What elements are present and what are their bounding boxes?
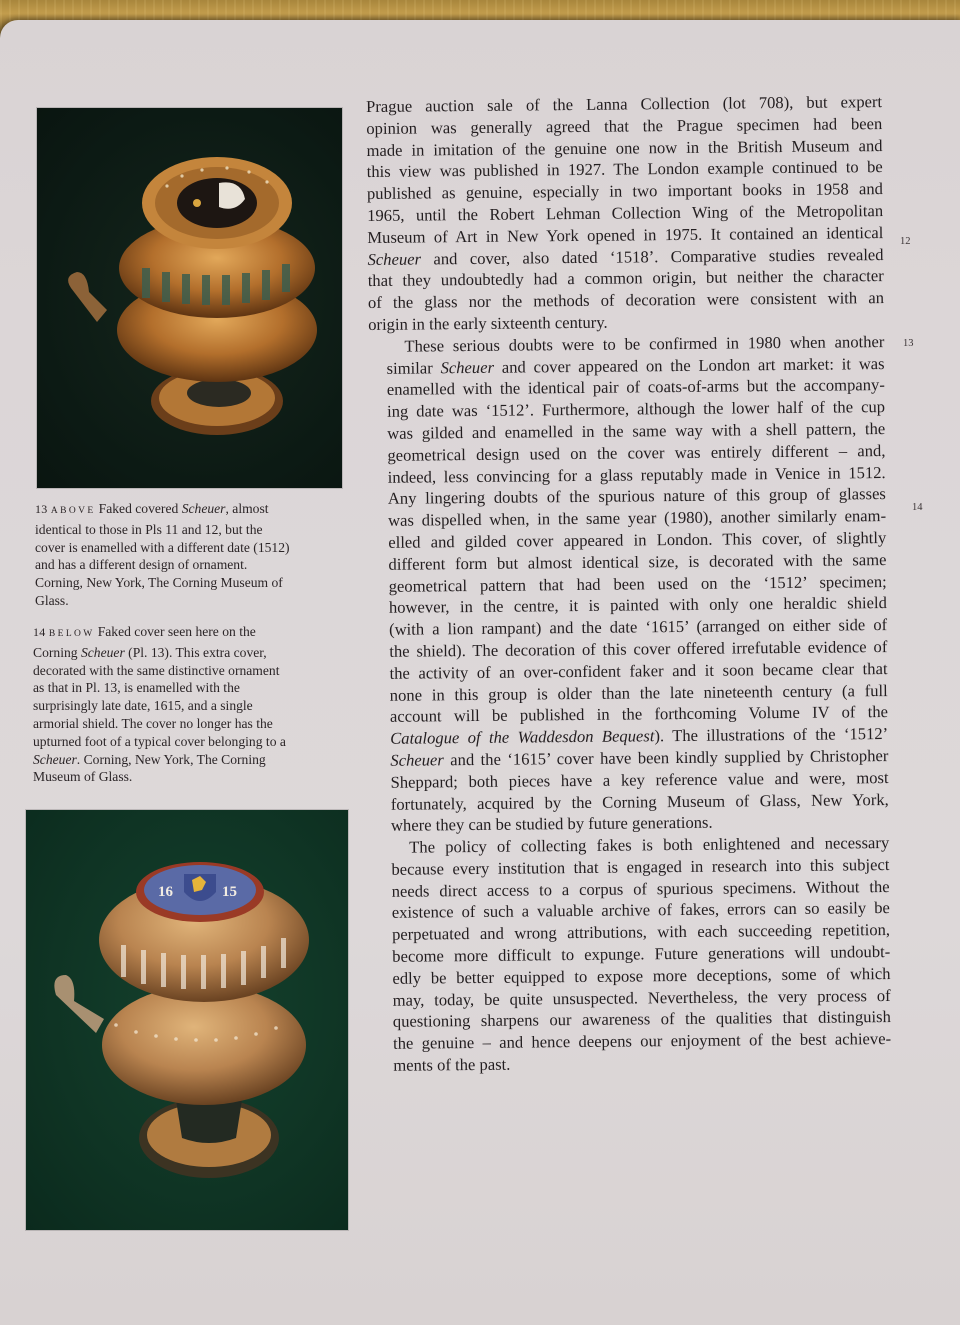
- text-line: 1965, until the Robert Lehman Collection Wing of the Metropolitan: [367, 201, 884, 225]
- caption-line: Scheuer. Corning, New York, The Corning: [33, 751, 266, 767]
- book-page: [0, 20, 960, 1325]
- text-line: fortunately, acquired by the Corning Museum of Glass, New York,: [390, 789, 889, 814]
- text-line: was dispelled when, in the same year (1980), another similarly enam-: [387, 506, 887, 530]
- plate-number: 14: [33, 625, 49, 639]
- text-line: account will be published in the forthcoming Volume IV of the: [389, 702, 889, 727]
- text-line: the activity of an over-confident faker and it soon became clear that: [389, 658, 888, 683]
- caption-line: Corning, New York, The Corning Museum of: [35, 575, 283, 591]
- text-line: geometrical pattern that had been used on the ‘1512’ specimen;: [388, 571, 887, 596]
- text-line: elled and gilded cover appeared in London. This cover, of slightly: [388, 527, 887, 552]
- caption-line: Glass.: [35, 592, 69, 608]
- cover-date-right: 15: [222, 884, 237, 900]
- caption-line: identical to those in Pls 11 and 12, but the: [35, 521, 263, 537]
- caption-line: Corning Scheuer (Pl. 13). This extra cover,: [33, 644, 267, 660]
- italic-term: Catalogue of the Waddesdon Bequest: [390, 726, 655, 748]
- text-line: published as genuine, especially in two important books in 1958 and: [366, 179, 884, 204]
- text-line: edly be better equipped to expose more deceptions, some of which: [392, 963, 891, 988]
- text-line: origin in the early sixteenth century.: [368, 312, 608, 334]
- italic-term: Scheuer: [390, 750, 444, 770]
- caption-line: upturned foot of a typical cover belonging to a: [33, 733, 286, 749]
- text-line: this view was published in 1927. The London example continued to be: [366, 157, 883, 182]
- body-text-column: [366, 91, 891, 1077]
- text-line: where they can be studied by future generations.: [390, 813, 713, 836]
- text-line: perpetuated and wrong attributions, with each succeeding repetition,: [391, 920, 891, 945]
- text-line: because every institution that is engaged in research into this subject: [391, 854, 890, 879]
- text-line: the genuine – and hence deepens our enjoyment of the best achieve-: [393, 1029, 892, 1054]
- body-paragraph: [366, 91, 884, 336]
- text-line: existence of such a valuable archive of fakes, errors can so easily be: [391, 898, 890, 923]
- text-line: ing date was ‘1512’. Furthermore, although the lower half of the cup: [386, 397, 886, 421]
- text-line: (with a lion rampant) and the date ‘1615’ (arranged on either side of: [389, 615, 888, 639]
- plate-14-photo: [26, 810, 348, 1230]
- margin-plate-reference: 13: [903, 338, 914, 349]
- text-line: of the glass nor the methods of decoration were consistent with an: [367, 288, 885, 313]
- text-line: enamelled with the identical pair of coats-of-arms but the accompany-: [386, 375, 885, 400]
- scheuer-glass-image: [37, 108, 342, 488]
- text-line: Museum of Art in New York opened in 1975. It contained an identical: [367, 222, 884, 247]
- text-line: different form but almost identical size, is decorated with the same: [388, 549, 887, 574]
- text-line: questioning sharpens our awareness of the qualities that distinguish: [392, 1007, 891, 1032]
- text-line: become more difficult to expunge. Future generations will undoubt-: [392, 942, 891, 966]
- text-line: none in this group is older than the late nineteenth century (a full: [389, 680, 888, 705]
- text-line: similar Scheuer and cover appeared on the London art market: it was: [386, 353, 885, 378]
- text-line: however, in the centre, it is painted with only one heraldic shield: [388, 593, 887, 618]
- text-line: geometrical design used on the cover was entirely different – and,: [387, 440, 886, 465]
- plate-13-photo: [37, 108, 342, 488]
- text-line: may, today, be quite unsuspected. Nevertheless, the very process of: [392, 985, 891, 1010]
- text-line: indeed, less convincing for a glass reputably made in Venice in 1512.: [387, 462, 886, 487]
- italic-term: Scheuer: [367, 249, 422, 269]
- caption-plate-13: [35, 500, 347, 610]
- text-line: Scheuer and cover, also dated ‘1518’. Comparative studies revealed: [367, 244, 884, 269]
- text-line: Any lingering doubts of the spurious nature of this group of glasses: [387, 484, 886, 509]
- italic-term: Scheuer: [181, 501, 226, 516]
- caption-line: surprisingly late date, 1615, and a single: [33, 698, 253, 714]
- caption-line: as that in Pl. 13, is enamelled with the: [33, 680, 240, 696]
- text-line: ments of the past.: [393, 1054, 511, 1075]
- caption-line: 14 BELOW Faked cover seen here on the: [33, 624, 256, 639]
- caption-line: Museum of Glass.: [33, 769, 133, 785]
- text-line: the shield). The decoration of this cover offered irrefutable evidence of: [389, 636, 888, 661]
- text-line: made in imitation of the genuine one now in the British Museum and: [366, 135, 883, 160]
- italic-term: Scheuer: [33, 751, 77, 767]
- text-line: that they undoubtedly had a common origin, but neither the character: [367, 266, 884, 291]
- body-paragraph: [368, 331, 889, 837]
- caption-line: cover is enamelled with a different date (1512): [35, 539, 290, 555]
- caption-line: armorial shield. The cover no longer has the: [33, 715, 273, 731]
- italic-term: Scheuer: [80, 644, 125, 660]
- italic-term: Scheuer: [440, 357, 495, 377]
- caption-line: 13 ABOVE Faked covered Scheuer, almost: [35, 501, 269, 516]
- cover-date-left: 16: [158, 884, 173, 900]
- caption-line: and has a different design of ornament.: [35, 557, 248, 573]
- text-line: The policy of collecting fakes is both enlightened and necessary: [409, 833, 890, 857]
- text-line: opinion was generally agreed that the Prague specimen had been: [366, 113, 883, 138]
- text-line: These serious doubts were to be confirmed in 1980 when another: [404, 331, 885, 356]
- plate-number: 13: [35, 502, 51, 516]
- text-line: Scheuer and the ‘1615’ cover have been kindly supplied by Christopher: [390, 745, 889, 770]
- margin-plate-reference: 14: [912, 502, 923, 513]
- text-line: Prague auction sale of the Lanna Collection (lot 708), but expert: [366, 92, 883, 116]
- scheuer-cover-image: [26, 810, 348, 1230]
- text-line: needs direct access to a corpus of spurious specimens. Without the: [391, 876, 890, 901]
- caption-line: decorated with the same distinctive ornament: [33, 662, 280, 678]
- plate-position-label: BELOW: [48, 629, 95, 639]
- caption-plate-14: [33, 623, 348, 786]
- margin-plate-reference: 12: [900, 236, 911, 247]
- text-line: Catalogue of the Waddesdon Bequest). The illustrations of the ‘1512’: [390, 724, 889, 748]
- text-line: was gilded and enamelled in the same way with a shell pattern, the: [387, 418, 886, 443]
- plate-position-label: ABOVE: [50, 506, 96, 516]
- body-paragraph: [373, 832, 891, 1077]
- text-line: Sheppard; both pieces have a key reference value and were, most: [390, 767, 889, 792]
